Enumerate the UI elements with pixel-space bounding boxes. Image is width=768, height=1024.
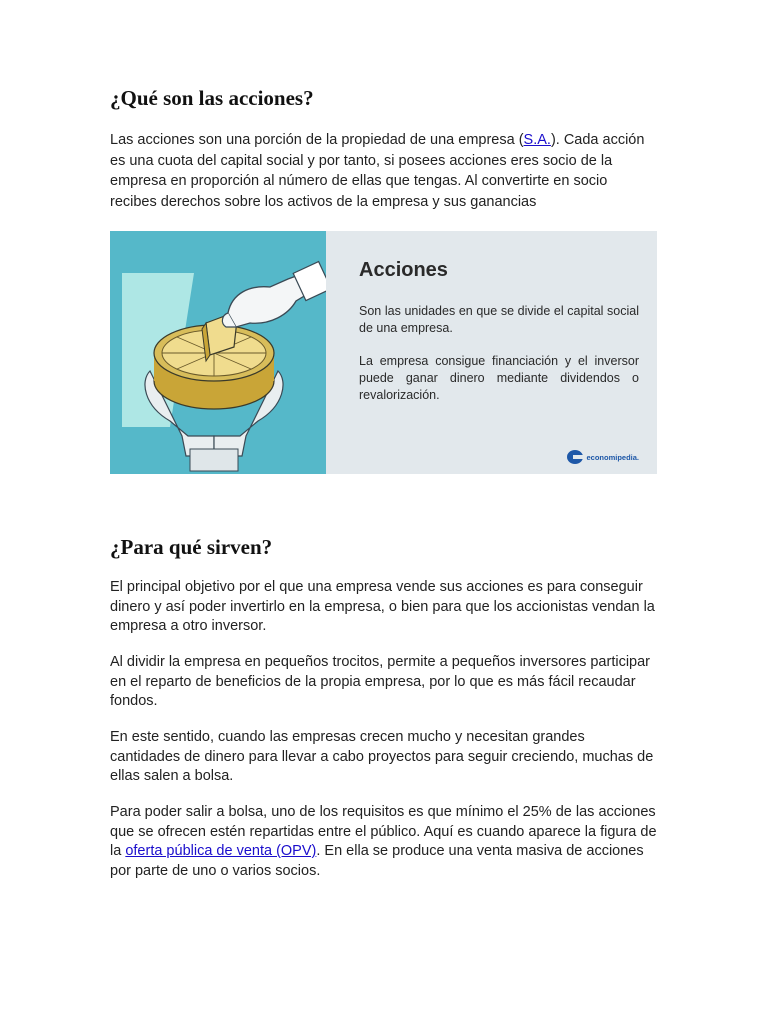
- p4-text-cont: . En ella se produce una venta masiva de acciones por parte de uno o varios socios.: [110, 843, 644, 879]
- economipedia-logo: [567, 450, 639, 464]
- p4-text: Para poder salir a bolsa, uno de los requisitos es que mínimo el 25% de las acciones que se ofrecen estén repartidas entre el público. Aquí es cuando aparece la figura de la: [110, 804, 657, 859]
- intro-paragraph: [110, 130, 658, 212]
- acciones-banner: [110, 231, 657, 474]
- intro-text-cont: ). Cada acción es una cuota del capital social y por tanto, si posees acciones eres socio de la empresa en proporción al número de ellas que tengas. Al convertirte en socio recibes derechos sobre los activos de la empresa y sus ganancias: [110, 132, 645, 210]
- hand-icon: [222, 262, 326, 327]
- coin-cake-illustration: [110, 231, 326, 474]
- heading-para-que: ¿Para qué sirven?: [110, 535, 273, 559]
- opv-link[interactable]: oferta pública de venta (OPV): [125, 843, 317, 859]
- banner-text-1: Son las unidades en que se divide el capital social de una empresa.: [359, 304, 639, 335]
- intro-text: Las acciones son una porción de la propiedad de una empresa (: [110, 132, 524, 148]
- banner-illustration: [110, 231, 326, 474]
- paragraph-3: En este sentido, cuando las empresas crecen mucho y necesitan grandes cantidades de dinero para llevar a cabo proyectos para seguir creciendo, muchas de ellas salen a bolsa.: [110, 729, 654, 784]
- banner-text-2: La empresa consigue financiación y el inversor puede ganar dinero mediante dividendos o revalorización.: [359, 354, 639, 402]
- paragraph-2: Al dividir la empresa en pequeños trocitos, permite a pequeños inversores participar en el reparto de beneficios de la propia empresa, por lo que es más fácil recaudar fondos.: [110, 654, 651, 709]
- sa-link[interactable]: S.A.: [523, 132, 551, 148]
- economipedia-logo-icon: [567, 450, 583, 464]
- logo-text: economipedia.: [586, 452, 639, 462]
- paragraph-4: [110, 803, 658, 881]
- banner-title: Acciones: [359, 259, 448, 281]
- heading-que-son: ¿Qué son las acciones?: [110, 86, 314, 110]
- paragraph-1: El principal objetivo por el que una empresa vende sus acciones es para conseguir dinero y así poder invertirlo en la empresa, o bien para que los accionistas vendan la empresa a otro inversor.: [110, 579, 655, 634]
- banner-text-panel: [326, 231, 657, 474]
